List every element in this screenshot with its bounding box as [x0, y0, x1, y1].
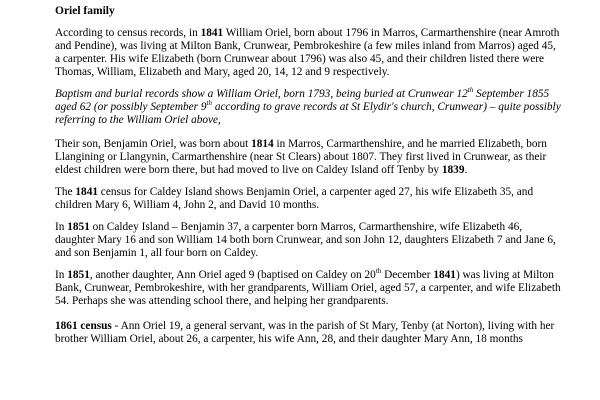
ordinal-suffix: th [206, 99, 212, 108]
year-bold: 1839 [441, 164, 465, 176]
text: on Caldey Island – Benjamin 37, a carpenter born Marros, Carmarthenshire, wife Elizabeth 46, daughter Mary 16 and son William 14 both born Crunwear, and son John 12, daughters Elizabeth 7 and Jane 6, and son Benjamin 1, all four born on Caldey. [55, 221, 556, 259]
year-bold: 1814 [251, 138, 274, 150]
text: census for Caldey Island shows Benjamin Oriel, a carpenter aged 27, his wife Elizabeth 35, and children Mary 6, William 4, John 2, and David 10 months. [55, 186, 534, 211]
document-heading: Oriel family [55, 5, 115, 17]
paragraph-burial-records [55, 88, 562, 127]
year-bold: 1851 [67, 269, 90, 281]
text: William Oriel, born about 1796 in Marros, Carmarthenshire (near Amroth and Pendine), was living at Milton Bank, Crunwear, Pembrokeshire (a few miles inland from Marros) aged 45, a carpenter. His wife Elizabeth (born Crunwear about 1796) was also 45, and their children listed there were Thomas, William, Elizabeth and Mary, aged 20, 14, 12 and 9 respectively. [55, 27, 560, 78]
text: according to grave records at St Elydir's church, Crunwear) – quite possibly referring to the William Oriel above, [55, 101, 561, 126]
paragraph-benjamin [55, 138, 562, 177]
paragraph-1851-caldey [55, 221, 562, 260]
text: The [55, 186, 76, 198]
text: According to census records, in [55, 27, 201, 39]
year-bold: 1841 [433, 269, 456, 281]
paragraph-1861-census [55, 320, 562, 346]
year-bold: 1841 [75, 186, 98, 198]
text: in Marros, Carmarthenshire, and he married Elizabeth, born Llangining or Llangynin, Carmarthenshire (near St Clears) about 1807. They first lived in Crunwear, as their eldest children were born there, but had moved to live on Caldey Island off Tenby by [55, 138, 547, 176]
paragraph-1841-william [55, 27, 562, 79]
text: Their son, Benjamin Oriel, was born about [55, 138, 252, 150]
ordinal-suffix: th [375, 267, 382, 276]
text: In [55, 269, 68, 281]
text: September 1855 aged 62 (or possibly September 9 [55, 88, 550, 113]
text: In [55, 221, 68, 233]
text: ) was living at Milton Bank, Crunwear, Pembrokeshire, with her grandparents, William Oriel, aged 57, a carpenter, and wife Elizabeth 54. Perhaps she was attending school there, and helping her grandparents. [55, 269, 561, 307]
text: - Ann Oriel 19, a general servant, was in the parish of St Mary, Tenby (at Norton), living with her brother William Oriel, about 26, a carpenter, his wife Ann, 28, and their daughter Mary Ann, 18 months [55, 320, 555, 345]
text: . [464, 164, 468, 176]
census-lead-bold: 1861 census [55, 320, 112, 332]
paragraph-1841-caldey [55, 186, 562, 212]
text: , another daughter, Ann Oriel aged 9 (baptised on Caldey on 20 [89, 269, 376, 281]
text: December [381, 269, 434, 281]
year-bold: 1841 [200, 27, 224, 39]
year-bold: 1851 [67, 221, 90, 233]
ordinal-suffix: th [467, 86, 474, 95]
paragraph-1851-ann [55, 269, 562, 308]
text: Baptism and burial records show a William Oriel, born 1793, being buried at Crunwear 12 [55, 88, 468, 100]
